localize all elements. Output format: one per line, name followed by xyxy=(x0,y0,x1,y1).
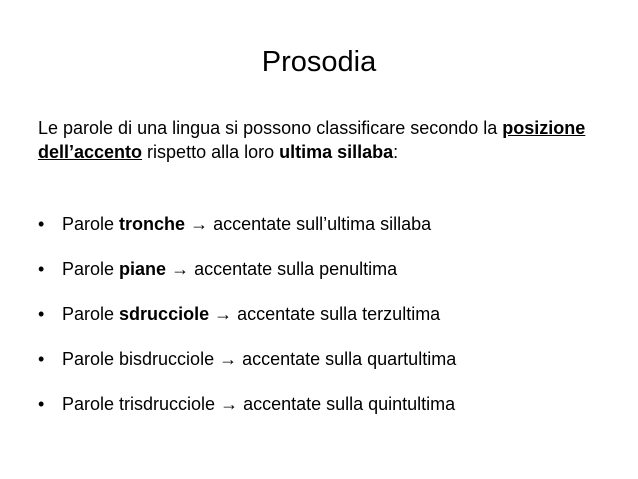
bullet-item xyxy=(38,392,618,437)
bullet-dot: • xyxy=(38,214,45,234)
bullet-prefix: Parole xyxy=(62,214,120,234)
bullet-prefix: Parole xyxy=(62,259,120,279)
bullet-dot: • xyxy=(38,259,45,279)
intro-colon: : xyxy=(393,142,399,162)
bullet-term: sdrucciole xyxy=(119,304,210,324)
bullet-item xyxy=(38,302,618,347)
bullet-rest: → accentate sulla terzultima xyxy=(209,304,441,324)
bullet-dot: • xyxy=(38,394,45,414)
bullet-list xyxy=(38,212,618,437)
bullet-text: Parole bisdrucciole → accentate sulla quartultima xyxy=(62,349,457,369)
bullet-term: piane xyxy=(119,259,167,279)
bullet-rest: → accentate sull’ultima sillaba xyxy=(185,214,432,234)
intro-text-2: rispetto alla loro xyxy=(142,142,280,162)
bullet-dot: • xyxy=(38,304,45,324)
intro-key-term: posizione dell’accento xyxy=(38,118,586,162)
bullet-term: tronche xyxy=(119,214,186,234)
bullet-item xyxy=(38,257,618,302)
intro-text-1: Le parole di una lingua si possono classificare secondo la xyxy=(38,118,503,138)
bullet-prefix: Parole xyxy=(62,304,120,324)
bullet-item xyxy=(38,347,618,392)
bullet-rest: → accentate sulla penultima xyxy=(166,259,398,279)
intro-paragraph xyxy=(38,116,598,164)
bullet-item xyxy=(38,212,618,257)
slide-title: Prosodia xyxy=(261,46,377,78)
bullet-text: Parole trisdrucciole → accentate sulla quintultima xyxy=(62,394,456,414)
bullet-dot: • xyxy=(38,349,45,369)
intro-key-term-2: ultima sillaba xyxy=(279,142,394,162)
